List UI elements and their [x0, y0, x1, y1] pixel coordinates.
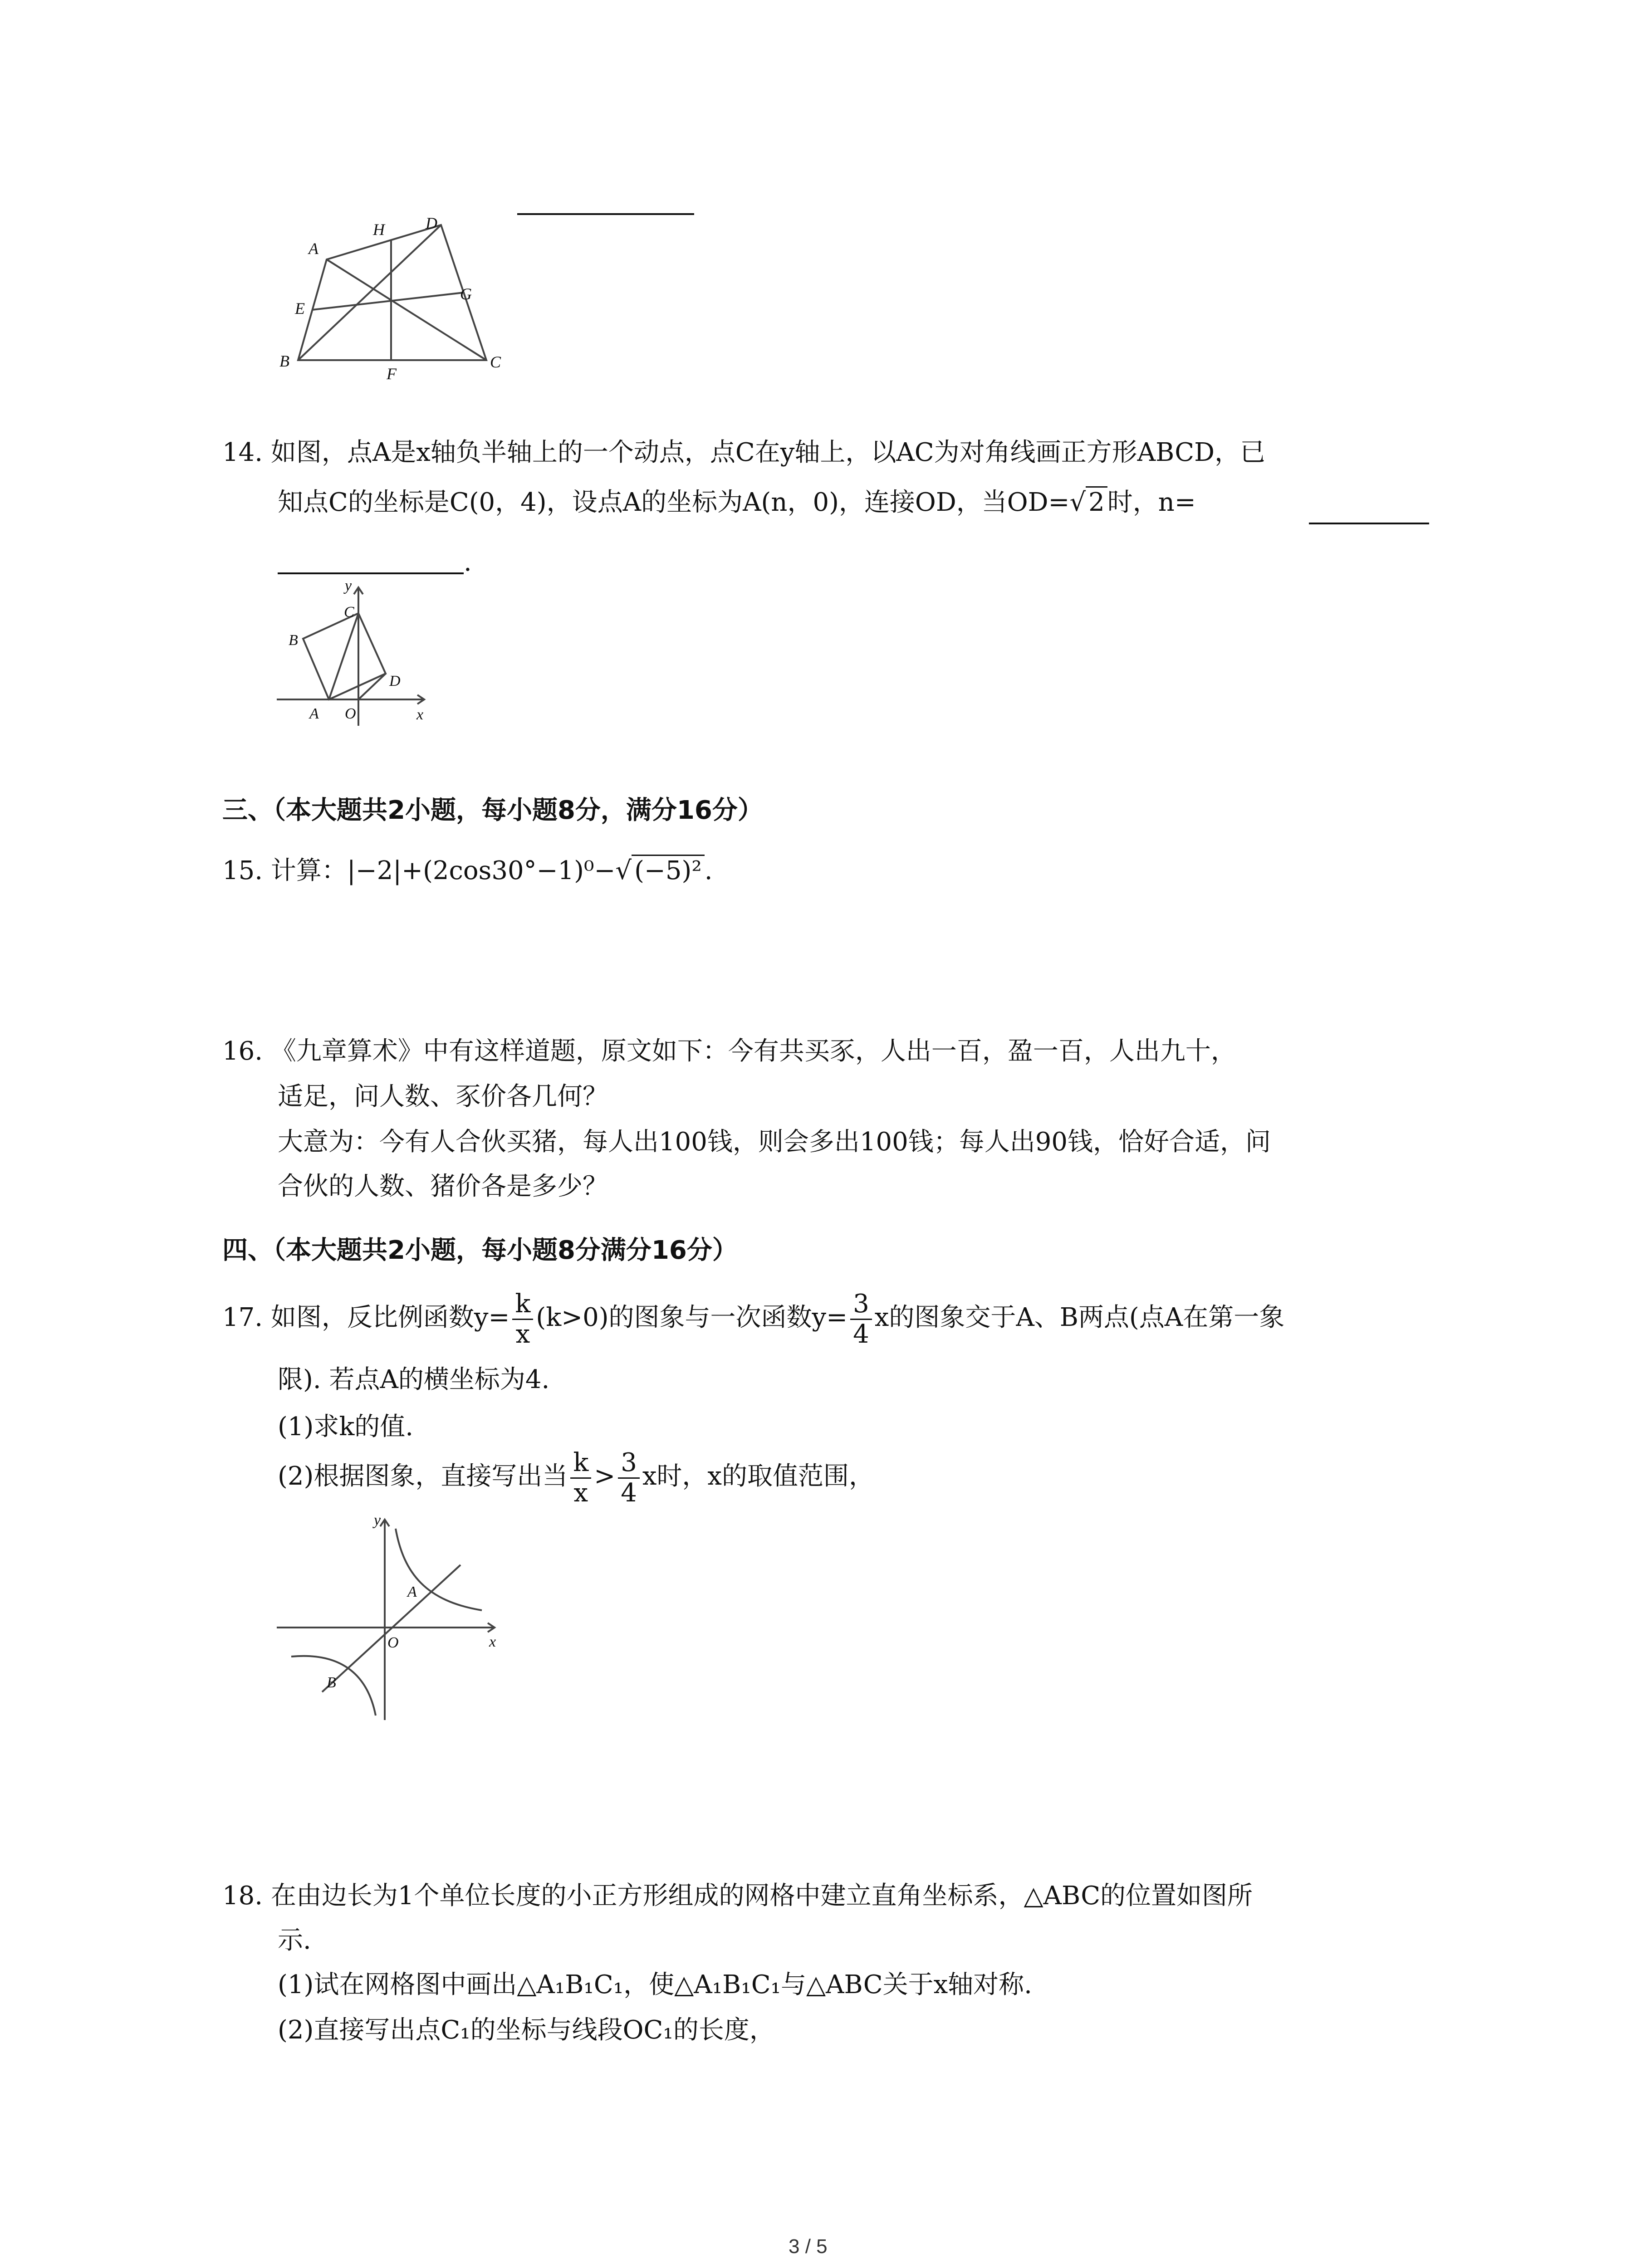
- q14-line-1: 14. 如图，点A是x轴负半轴上的一个动点，点C在y轴上，以AC为对角线画正方形ABCD，已: [222, 438, 1266, 467]
- label-c: C: [490, 353, 501, 371]
- q17-text-4b: >: [594, 1461, 616, 1491]
- fraction-k-over-x: [570, 1450, 591, 1506]
- q18-line-4: (2)直接写出点C₁的坐标与线段OC₁的长度，: [278, 2015, 775, 2045]
- sqrt-sign: √: [615, 856, 632, 885]
- label-b: B: [279, 352, 289, 370]
- label-x: x: [416, 706, 424, 723]
- q15-prefix: 15. 计算：|−2|+(2cos30°−1)⁰−: [222, 856, 616, 885]
- fraction-3-over-4: [850, 1291, 872, 1347]
- segment-eg: [312, 293, 464, 310]
- q18-line-2: 示.: [278, 1926, 311, 1955]
- label-b: B: [327, 1674, 336, 1691]
- label-y: y: [374, 1512, 381, 1529]
- q14-square-figure: [272, 572, 436, 735]
- q17-line-3: (1)求k的值.: [278, 1412, 414, 1442]
- label-a: A: [309, 705, 319, 722]
- q14-line-end: .: [464, 547, 472, 577]
- q14-text-b: 时，n=: [1107, 488, 1196, 517]
- label-d: D: [426, 214, 437, 232]
- q16-line-3: 大意为：今有人合伙买猪，每人出100钱，则会多出100钱；每人出90钱，恰好合适，问: [278, 1127, 1271, 1157]
- q18-line-1: 18. 在由边长为1个单位长度的小正方形组成的网格中建立直角坐标系，△ABC的位置如图所: [222, 1881, 1253, 1911]
- label-x: x: [489, 1633, 496, 1650]
- label-b: B: [289, 632, 298, 649]
- q16-line-1: 16. 《九章算术》中有这样道题，原文如下：今有共买豕，人出一百，盈一百，人出九十，: [222, 1036, 1236, 1066]
- q17-text-b: (k>0)的图象与一次函数y=: [536, 1303, 848, 1332]
- label-a: A: [407, 1584, 417, 1600]
- q17-line-1: [222, 1284, 1284, 1352]
- diagonal-ac: [329, 613, 358, 699]
- label-o: O: [345, 705, 356, 722]
- label-g: G: [460, 285, 472, 303]
- label-o: O: [387, 1634, 399, 1651]
- q17-text-4c: x时，x的取值范围，: [642, 1461, 874, 1491]
- q14-line-2: [278, 484, 1196, 521]
- q17-line-2: 限). 若点A的横坐标为4.: [278, 1365, 550, 1394]
- label-e: E: [295, 299, 305, 318]
- label-d: D: [389, 673, 401, 689]
- frac-numerator: k: [512, 1291, 533, 1320]
- frac-numerator: 3: [850, 1291, 872, 1320]
- q13-answer-blank: [517, 213, 694, 215]
- label-h: H: [373, 220, 385, 239]
- fraction-3-over-4: [618, 1450, 640, 1506]
- label-a: A: [309, 240, 318, 258]
- section-3-title: 三、（本大题共2小题，每小题8分，满分16分）: [222, 796, 763, 825]
- q15-line: [222, 853, 713, 889]
- label-c: C: [344, 604, 354, 621]
- label-y: y: [345, 577, 352, 594]
- q15-suffix: .: [704, 856, 713, 885]
- sqrt-sign: √: [1069, 488, 1086, 517]
- q16-line-4: 合伙的人数、猪价各是多少？: [278, 1172, 608, 1201]
- q17-text-a: 17. 如图，反比例函数y=: [222, 1303, 510, 1332]
- q16-line-2: 适足，问人数、豕价各几何？: [278, 1082, 608, 1111]
- q17-text-c: x的图象交于A、B两点(点A在第一象: [874, 1303, 1285, 1332]
- frac-numerator: 3: [618, 1450, 640, 1479]
- frac-denominator: x: [573, 1478, 588, 1508]
- frac-denominator: x: [515, 1320, 530, 1349]
- frac-denominator: 4: [621, 1478, 637, 1508]
- q18-line-3: (1)试在网格图中画出△A₁B₁C₁，使△A₁B₁C₁与△ABC关于x轴对称.: [278, 1970, 1032, 1999]
- label-f: F: [387, 365, 397, 383]
- q14-text-a: 知点C的坐标是C(0，4)，设点A的坐标为A(n，0)，连接OD，当OD=: [278, 488, 1070, 517]
- q14-sqrt-value: 2: [1086, 486, 1107, 517]
- q17-line-4: [278, 1442, 874, 1510]
- frac-numerator: k: [570, 1450, 591, 1479]
- q14-answer-blank-1: [1309, 523, 1429, 524]
- q13-trapezoid-figure: [272, 213, 526, 390]
- fraction-k-over-x: [512, 1291, 533, 1347]
- q17-function-graph: [272, 1510, 508, 1728]
- diagonal-bd: [298, 225, 441, 360]
- frac-denominator: 4: [853, 1320, 869, 1349]
- q17-text-4a: (2)根据图象，直接写出当: [278, 1461, 568, 1491]
- segment-od: [358, 674, 386, 699]
- section-4-title: 四、（本大题共2小题，每小题8分满分16分）: [222, 1236, 738, 1265]
- q15-radicand: (−5)²: [632, 855, 705, 885]
- page-number: 3 / 5: [789, 2235, 828, 2258]
